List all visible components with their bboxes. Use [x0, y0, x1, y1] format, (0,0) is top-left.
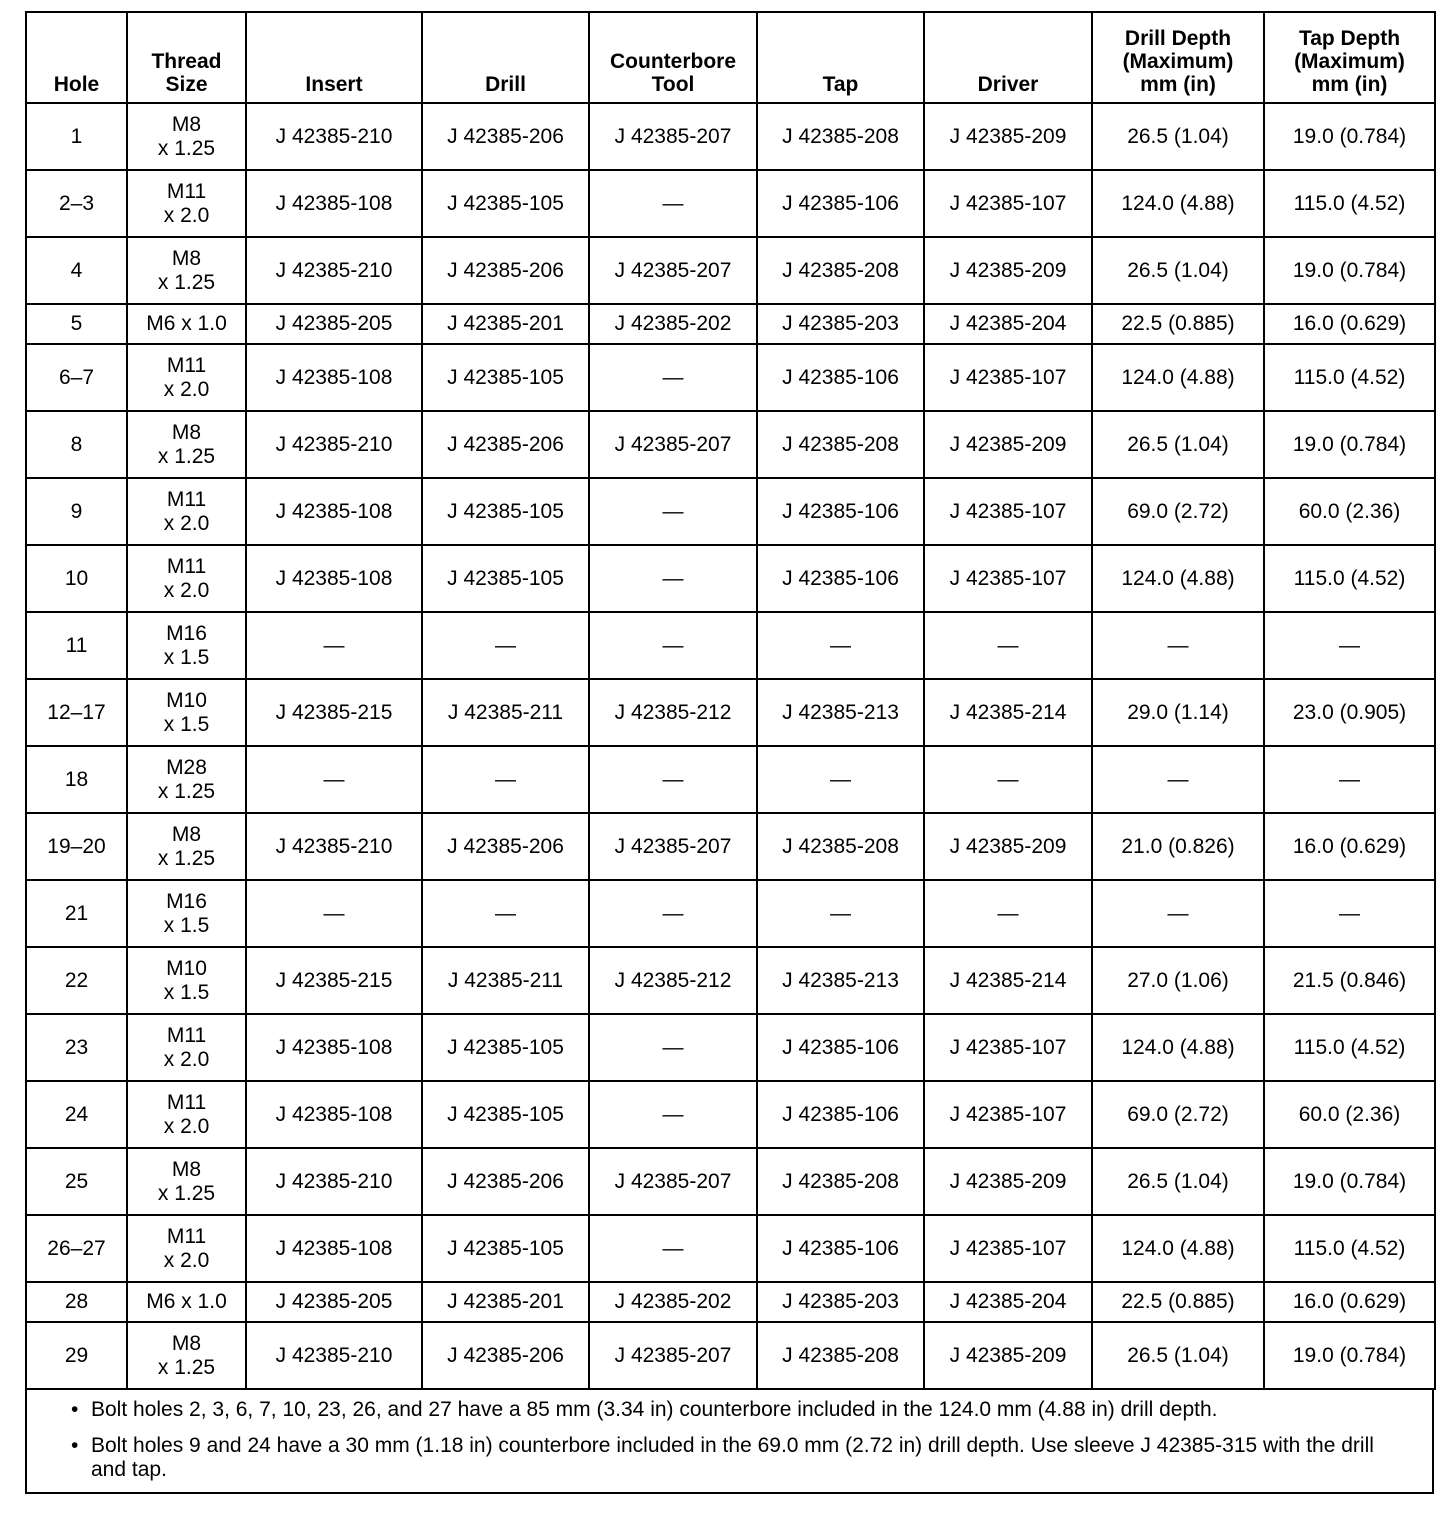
- cell-thread-size: M8 x 1.25: [127, 237, 246, 304]
- cell-drill: J 42385-105: [422, 478, 589, 545]
- cell-thread-size: M6 x 1.0: [127, 1282, 246, 1322]
- cell-counterbore-tool: —: [589, 344, 757, 411]
- cell-tap-depth: 115.0 (4.52): [1264, 545, 1435, 612]
- cell-thread-size: M28 x 1.25: [127, 746, 246, 813]
- cell-hole: 19–20: [26, 813, 127, 880]
- spec-table: [25, 11, 1436, 1390]
- cell-drill-depth: 26.5 (1.04): [1092, 1322, 1264, 1389]
- cell-drill-depth: 69.0 (2.72): [1092, 478, 1264, 545]
- cell-hole: 10: [26, 545, 127, 612]
- cell-drill: J 42385-206: [422, 1148, 589, 1215]
- cell-tap-depth: 23.0 (0.905): [1264, 679, 1435, 746]
- cell-hole: 1: [26, 103, 127, 170]
- cell-driver: J 42385-209: [924, 237, 1092, 304]
- cell-drill-depth: 27.0 (1.06): [1092, 947, 1264, 1014]
- cell-counterbore-tool: J 42385-207: [589, 103, 757, 170]
- cell-counterbore-tool: J 42385-207: [589, 813, 757, 880]
- cell-tap-depth: 115.0 (4.52): [1264, 344, 1435, 411]
- header-counterbore-tool: Counterbore Tool: [589, 12, 757, 103]
- cell-drill-depth: —: [1092, 612, 1264, 679]
- cell-tap: J 42385-208: [757, 237, 924, 304]
- cell-tap-depth: 19.0 (0.784): [1264, 411, 1435, 478]
- cell-hole: 29: [26, 1322, 127, 1389]
- table-row: [26, 1322, 1435, 1389]
- cell-tap-depth: 115.0 (4.52): [1264, 170, 1435, 237]
- cell-tap-depth: 115.0 (4.52): [1264, 1014, 1435, 1081]
- cell-insert: J 42385-210: [246, 1148, 422, 1215]
- cell-driver: J 42385-209: [924, 1148, 1092, 1215]
- cell-tap-depth: 19.0 (0.784): [1264, 103, 1435, 170]
- cell-thread-size: M11 x 2.0: [127, 478, 246, 545]
- table-row: [26, 545, 1435, 612]
- cell-tap: J 42385-106: [757, 478, 924, 545]
- cell-drill-depth: 124.0 (4.88): [1092, 170, 1264, 237]
- table-row: [26, 880, 1435, 947]
- cell-driver: J 42385-107: [924, 1014, 1092, 1081]
- cell-insert: J 42385-210: [246, 1322, 422, 1389]
- cell-tap: J 42385-106: [757, 545, 924, 612]
- cell-tap: J 42385-203: [757, 1282, 924, 1322]
- header-insert: Insert: [246, 12, 422, 103]
- table-row: [26, 304, 1435, 344]
- table-row: [26, 679, 1435, 746]
- cell-tap-depth: 16.0 (0.629): [1264, 813, 1435, 880]
- cell-insert: J 42385-108: [246, 1081, 422, 1148]
- cell-counterbore-tool: —: [589, 1081, 757, 1148]
- cell-thread-size: M11 x 2.0: [127, 344, 246, 411]
- cell-thread-size: M8 x 1.25: [127, 1148, 246, 1215]
- cell-tap: J 42385-106: [757, 1081, 924, 1148]
- cell-thread-size: M8 x 1.25: [127, 103, 246, 170]
- cell-counterbore-tool: —: [589, 1014, 757, 1081]
- cell-hole: 8: [26, 411, 127, 478]
- cell-drill-depth: 21.0 (0.826): [1092, 813, 1264, 880]
- cell-counterbore-tool: —: [589, 170, 757, 237]
- cell-insert: —: [246, 746, 422, 813]
- cell-driver: J 42385-209: [924, 813, 1092, 880]
- cell-drill: J 42385-201: [422, 1282, 589, 1322]
- cell-driver: J 42385-107: [924, 545, 1092, 612]
- header-hole: Hole: [26, 12, 127, 103]
- cell-driver: —: [924, 746, 1092, 813]
- bolt-hole-repair-table: [25, 11, 1434, 1494]
- cell-thread-size: M11 x 2.0: [127, 1014, 246, 1081]
- cell-tap-depth: 60.0 (2.36): [1264, 478, 1435, 545]
- cell-tap: J 42385-208: [757, 1322, 924, 1389]
- cell-tap: J 42385-208: [757, 1148, 924, 1215]
- cell-tap-depth: 19.0 (0.784): [1264, 1322, 1435, 1389]
- cell-drill: J 42385-105: [422, 1215, 589, 1282]
- cell-counterbore-tool: —: [589, 746, 757, 813]
- header-row: [26, 12, 1435, 103]
- cell-drill: —: [422, 612, 589, 679]
- cell-thread-size: M11 x 2.0: [127, 1081, 246, 1148]
- cell-drill: J 42385-206: [422, 813, 589, 880]
- cell-counterbore-tool: —: [589, 478, 757, 545]
- cell-drill-depth: 124.0 (4.88): [1092, 545, 1264, 612]
- cell-counterbore-tool: —: [589, 880, 757, 947]
- cell-driver: J 42385-204: [924, 1282, 1092, 1322]
- bullet: •: [71, 1434, 79, 1457]
- table-row: [26, 1148, 1435, 1215]
- cell-tap-depth: 16.0 (0.629): [1264, 304, 1435, 344]
- cell-tap: J 42385-213: [757, 947, 924, 1014]
- cell-driver: J 42385-214: [924, 679, 1092, 746]
- cell-drill-depth: 26.5 (1.04): [1092, 103, 1264, 170]
- cell-thread-size: M11 x 2.0: [127, 1215, 246, 1282]
- cell-insert: J 42385-205: [246, 1282, 422, 1322]
- cell-insert: J 42385-108: [246, 545, 422, 612]
- table-row: [26, 746, 1435, 813]
- cell-drill-depth: —: [1092, 880, 1264, 947]
- cell-hole: 6–7: [26, 344, 127, 411]
- cell-tap: —: [757, 746, 924, 813]
- cell-tap-depth: 21.5 (0.846): [1264, 947, 1435, 1014]
- cell-counterbore-tool: —: [589, 612, 757, 679]
- table-row: [26, 411, 1435, 478]
- cell-thread-size: M8 x 1.25: [127, 411, 246, 478]
- cell-tap: J 42385-213: [757, 679, 924, 746]
- cell-tap: J 42385-208: [757, 103, 924, 170]
- cell-driver: J 42385-209: [924, 411, 1092, 478]
- notes-box: [25, 1390, 1434, 1494]
- cell-counterbore-tool: J 42385-207: [589, 237, 757, 304]
- cell-tap-depth: 60.0 (2.36): [1264, 1081, 1435, 1148]
- cell-counterbore-tool: J 42385-202: [589, 304, 757, 344]
- table-row: [26, 612, 1435, 679]
- cell-hole: 23: [26, 1014, 127, 1081]
- cell-drill-depth: 22.5 (0.885): [1092, 304, 1264, 344]
- cell-thread-size: M8 x 1.25: [127, 1322, 246, 1389]
- cell-insert: —: [246, 612, 422, 679]
- cell-drill-depth: 26.5 (1.04): [1092, 237, 1264, 304]
- cell-insert: J 42385-215: [246, 679, 422, 746]
- cell-tap: J 42385-106: [757, 170, 924, 237]
- cell-counterbore-tool: J 42385-207: [589, 411, 757, 478]
- cell-drill-depth: —: [1092, 746, 1264, 813]
- cell-driver: —: [924, 612, 1092, 679]
- cell-thread-size: M16 x 1.5: [127, 612, 246, 679]
- cell-counterbore-tool: J 42385-207: [589, 1322, 757, 1389]
- table-row: [26, 1081, 1435, 1148]
- cell-tap: J 42385-208: [757, 411, 924, 478]
- cell-driver: J 42385-107: [924, 1081, 1092, 1148]
- header-drill: Drill: [422, 12, 589, 103]
- cell-drill-depth: 26.5 (1.04): [1092, 1148, 1264, 1215]
- note-item: [71, 1398, 1402, 1422]
- header-tap: Tap: [757, 12, 924, 103]
- cell-insert: J 42385-210: [246, 411, 422, 478]
- header-drill-depth: Drill Depth (Maximum) mm (in): [1092, 12, 1264, 103]
- cell-tap: —: [757, 612, 924, 679]
- cell-drill: J 42385-206: [422, 1322, 589, 1389]
- cell-insert: J 42385-205: [246, 304, 422, 344]
- cell-tap: J 42385-106: [757, 344, 924, 411]
- note-text: Bolt holes 9 and 24 have a 30 mm (1.18 in) counterbore included in the 69.0 mm (2.72 in) drill depth. Use sleeve J 42385-315 with the drill and tap.: [91, 1434, 1374, 1481]
- cell-counterbore-tool: J 42385-207: [589, 1148, 757, 1215]
- cell-insert: J 42385-108: [246, 1014, 422, 1081]
- cell-hole: 9: [26, 478, 127, 545]
- note-text: Bolt holes 2, 3, 6, 7, 10, 23, 26, and 27 have a 85 mm (3.34 in) counterbore included in the 124.0 mm (4.88 in) drill depth.: [91, 1398, 1218, 1421]
- cell-hole: 26–27: [26, 1215, 127, 1282]
- cell-counterbore-tool: J 42385-212: [589, 947, 757, 1014]
- cell-tap-depth: 19.0 (0.784): [1264, 1148, 1435, 1215]
- table-row: [26, 478, 1435, 545]
- cell-counterbore-tool: —: [589, 1215, 757, 1282]
- cell-hole: 4: [26, 237, 127, 304]
- cell-hole: 11: [26, 612, 127, 679]
- table-body: [26, 103, 1435, 1389]
- cell-drill: J 42385-206: [422, 237, 589, 304]
- cell-counterbore-tool: J 42385-202: [589, 1282, 757, 1322]
- cell-insert: —: [246, 880, 422, 947]
- cell-insert: J 42385-210: [246, 237, 422, 304]
- cell-thread-size: M11 x 2.0: [127, 170, 246, 237]
- cell-drill: J 42385-105: [422, 1014, 589, 1081]
- table-row: [26, 103, 1435, 170]
- header-thread-size: Thread Size: [127, 12, 246, 103]
- cell-tap: J 42385-203: [757, 304, 924, 344]
- cell-counterbore-tool: —: [589, 545, 757, 612]
- cell-tap: J 42385-106: [757, 1014, 924, 1081]
- cell-drill-depth: 124.0 (4.88): [1092, 1014, 1264, 1081]
- bullet: •: [71, 1398, 79, 1421]
- cell-hole: 2–3: [26, 170, 127, 237]
- note-item: [71, 1434, 1402, 1482]
- cell-counterbore-tool: J 42385-212: [589, 679, 757, 746]
- cell-insert: J 42385-108: [246, 344, 422, 411]
- cell-tap: J 42385-208: [757, 813, 924, 880]
- cell-drill-depth: 124.0 (4.88): [1092, 344, 1264, 411]
- cell-drill: J 42385-211: [422, 679, 589, 746]
- cell-hole: 25: [26, 1148, 127, 1215]
- header-driver: Driver: [924, 12, 1092, 103]
- cell-drill-depth: 29.0 (1.14): [1092, 679, 1264, 746]
- cell-driver: —: [924, 880, 1092, 947]
- table-row: [26, 1014, 1435, 1081]
- cell-drill: J 42385-206: [422, 103, 589, 170]
- cell-tap-depth: —: [1264, 880, 1435, 947]
- cell-thread-size: M8 x 1.25: [127, 813, 246, 880]
- cell-thread-size: M6 x 1.0: [127, 304, 246, 344]
- cell-drill-depth: 22.5 (0.885): [1092, 1282, 1264, 1322]
- cell-drill: J 42385-105: [422, 344, 589, 411]
- cell-insert: J 42385-210: [246, 813, 422, 880]
- cell-driver: J 42385-214: [924, 947, 1092, 1014]
- header-tap-depth: Tap Depth (Maximum) mm (in): [1264, 12, 1435, 103]
- cell-drill: —: [422, 746, 589, 813]
- table-row: [26, 1215, 1435, 1282]
- cell-drill: J 42385-211: [422, 947, 589, 1014]
- cell-driver: J 42385-107: [924, 478, 1092, 545]
- cell-tap: J 42385-106: [757, 1215, 924, 1282]
- cell-insert: J 42385-210: [246, 103, 422, 170]
- cell-tap-depth: —: [1264, 746, 1435, 813]
- cell-thread-size: M10 x 1.5: [127, 947, 246, 1014]
- table-row: [26, 947, 1435, 1014]
- cell-thread-size: M10 x 1.5: [127, 679, 246, 746]
- cell-drill: J 42385-105: [422, 1081, 589, 1148]
- table-row: [26, 344, 1435, 411]
- cell-driver: J 42385-204: [924, 304, 1092, 344]
- cell-hole: 18: [26, 746, 127, 813]
- table-row: [26, 170, 1435, 237]
- cell-hole: 24: [26, 1081, 127, 1148]
- cell-insert: J 42385-108: [246, 1215, 422, 1282]
- cell-hole: 21: [26, 880, 127, 947]
- cell-driver: J 42385-107: [924, 170, 1092, 237]
- cell-drill-depth: 124.0 (4.88): [1092, 1215, 1264, 1282]
- cell-drill-depth: 69.0 (2.72): [1092, 1081, 1264, 1148]
- table-row: [26, 237, 1435, 304]
- cell-drill: —: [422, 880, 589, 947]
- cell-insert: J 42385-108: [246, 170, 422, 237]
- cell-insert: J 42385-108: [246, 478, 422, 545]
- cell-hole: 5: [26, 304, 127, 344]
- cell-tap-depth: 19.0 (0.784): [1264, 237, 1435, 304]
- cell-tap-depth: —: [1264, 612, 1435, 679]
- cell-driver: J 42385-209: [924, 103, 1092, 170]
- cell-drill: J 42385-201: [422, 304, 589, 344]
- table-row: [26, 813, 1435, 880]
- cell-tap-depth: 16.0 (0.629): [1264, 1282, 1435, 1322]
- cell-driver: J 42385-209: [924, 1322, 1092, 1389]
- cell-insert: J 42385-215: [246, 947, 422, 1014]
- cell-hole: 12–17: [26, 679, 127, 746]
- cell-driver: J 42385-107: [924, 1215, 1092, 1282]
- cell-driver: J 42385-107: [924, 344, 1092, 411]
- cell-drill: J 42385-105: [422, 545, 589, 612]
- cell-tap-depth: 115.0 (4.52): [1264, 1215, 1435, 1282]
- cell-drill: J 42385-105: [422, 170, 589, 237]
- table-row: [26, 1282, 1435, 1322]
- cell-thread-size: M11 x 2.0: [127, 545, 246, 612]
- cell-hole: 22: [26, 947, 127, 1014]
- cell-thread-size: M16 x 1.5: [127, 880, 246, 947]
- cell-tap: —: [757, 880, 924, 947]
- cell-drill-depth: 26.5 (1.04): [1092, 411, 1264, 478]
- cell-hole: 28: [26, 1282, 127, 1322]
- cell-drill: J 42385-206: [422, 411, 589, 478]
